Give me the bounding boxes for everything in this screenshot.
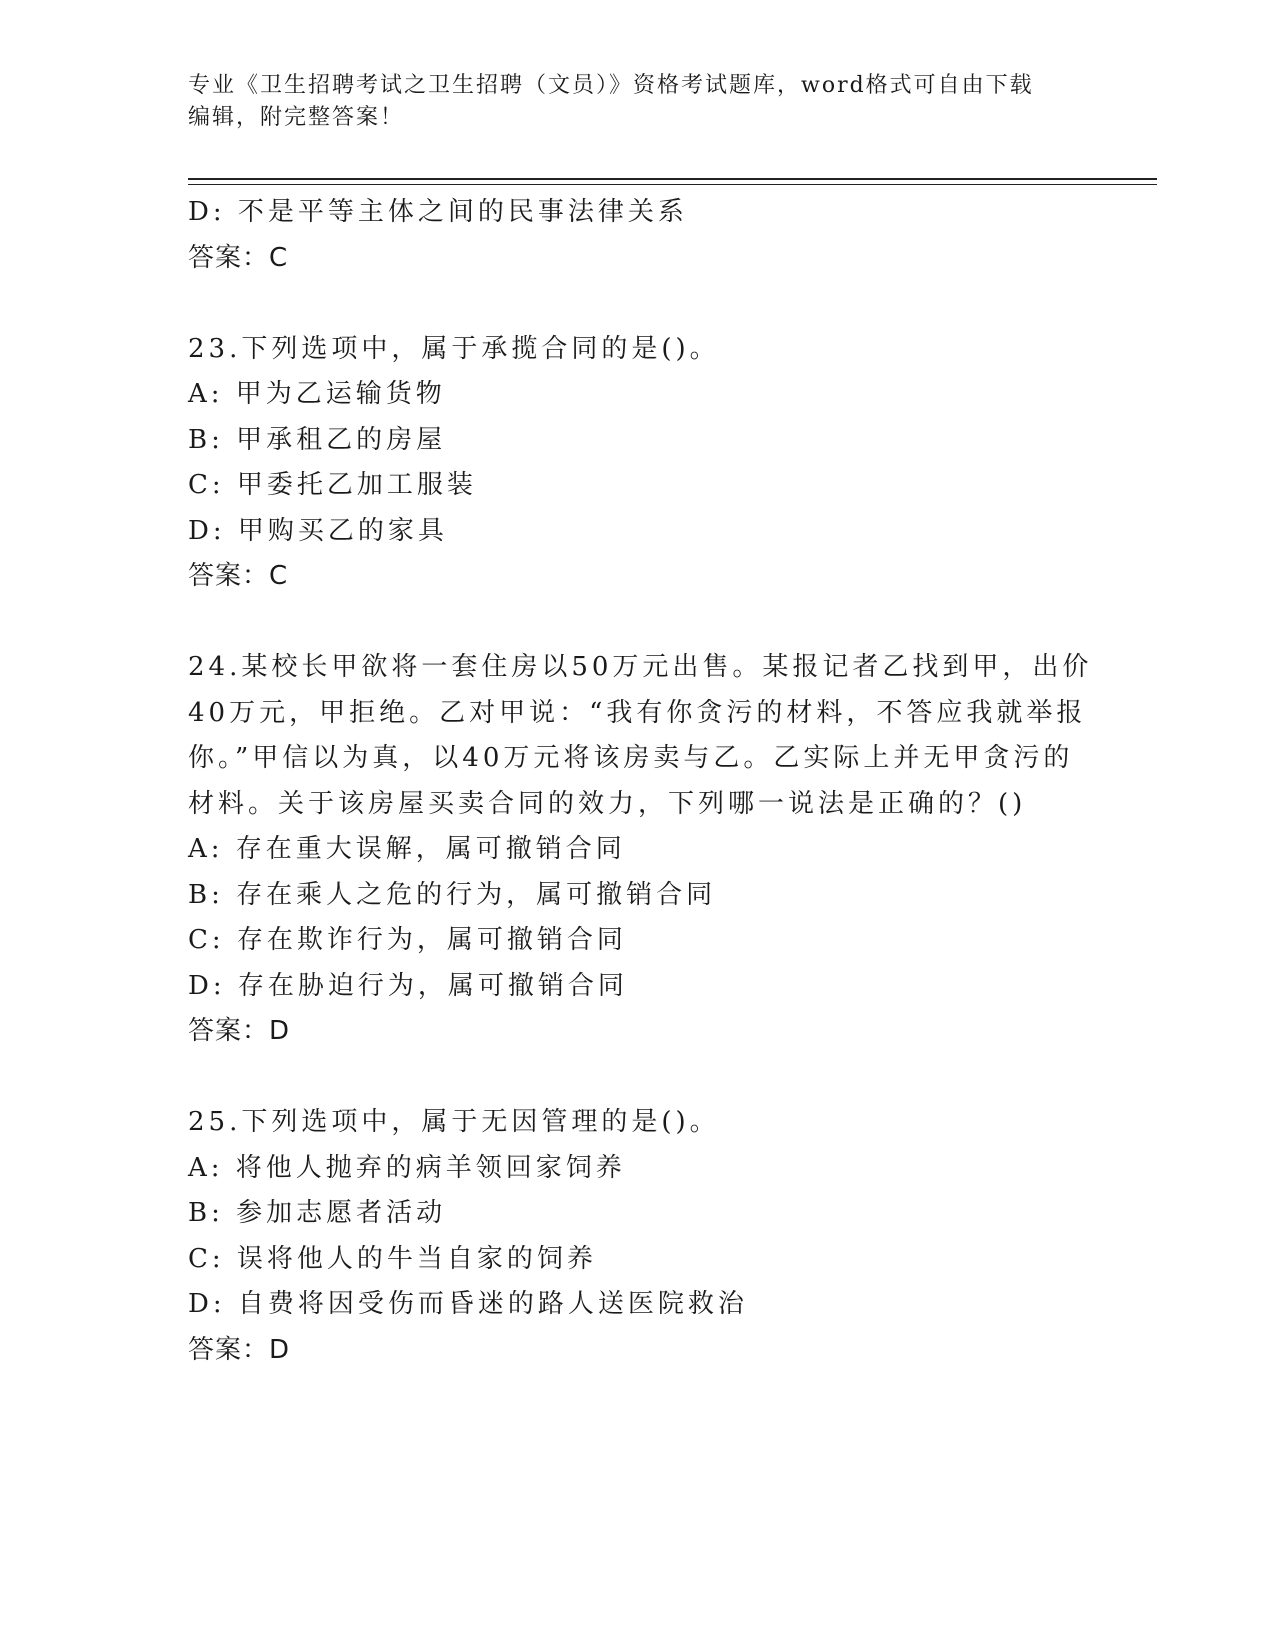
answer-line: 答案：D — [188, 1016, 291, 1046]
spacer — [188, 1055, 1088, 1101]
option-b: B: 甲承租乙的房屋 — [188, 424, 447, 455]
option-a: A: 甲为乙运输货物 — [188, 379, 446, 409]
previous-question-tail — [188, 190, 1088, 281]
option-a: A: 将他人抛弃的病羊领回家饲养 — [188, 1152, 626, 1183]
option-d: D: 不是平等主体之间的民事法律关系 — [188, 197, 688, 227]
option-b: B: 参加志愿者活动 — [188, 1198, 447, 1228]
answer-line: 答案：D — [188, 1334, 291, 1365]
question-25 — [188, 1100, 1088, 1373]
header-line: 专业《卫生招聘考试之卫生招聘（文员）》资格考试题库，word格式可自由下载 — [188, 73, 1034, 98]
question-content — [188, 190, 1093, 1373]
question-stem: 你。”甲信以为真，以40万元将该房卖与乙。乙实际上并无甲贪污的 — [188, 743, 1074, 773]
page-header — [188, 70, 1078, 134]
question-24 — [188, 645, 1093, 1055]
question-stem: 40万元，甲拒绝。乙对甲说：“我有你贪污的材料，不答应我就举报 — [188, 697, 1087, 728]
header-divider-thin — [188, 184, 1157, 185]
question-23 — [188, 327, 1088, 600]
answer-line: 答案：C — [188, 242, 289, 273]
option-d: D: 存在胁迫行为，属可撤销合同 — [188, 970, 628, 1001]
question-stem: 25.下列选项中，属于无因管理的是()。 — [188, 1107, 720, 1137]
option-a: A: 存在重大误解，属可撤销合同 — [188, 834, 626, 864]
option-c: C: 甲委托乙加工服装 — [188, 470, 477, 500]
option-b: B: 存在乘人之危的行为，属可撤销合同 — [188, 879, 717, 910]
option-c: C: 误将他人的牛当自家的饲养 — [188, 1243, 597, 1274]
option-d: D: 自费将因受伤而昏迷的路人送医院救治 — [188, 1289, 748, 1319]
header-divider — [188, 178, 1157, 180]
question-stem: 23.下列选项中，属于承揽合同的是()。 — [188, 333, 720, 364]
header-line: 编辑，附完整答案！ — [188, 105, 405, 130]
option-c: C: 存在欺诈行为，属可撤销合同 — [188, 925, 627, 955]
spacer — [188, 281, 1088, 327]
question-stem: 材料。关于该房屋买卖合同的效力，下列哪一说法是正确的？() — [188, 788, 1027, 819]
question-stem: 24.某校长甲欲将一套住房以50万元出售。某报记者乙找到甲，出价 — [188, 652, 1093, 682]
option-d: D: 甲购买乙的家具 — [188, 515, 448, 546]
answer-line: 答案：C — [188, 561, 289, 591]
spacer — [188, 600, 1088, 646]
